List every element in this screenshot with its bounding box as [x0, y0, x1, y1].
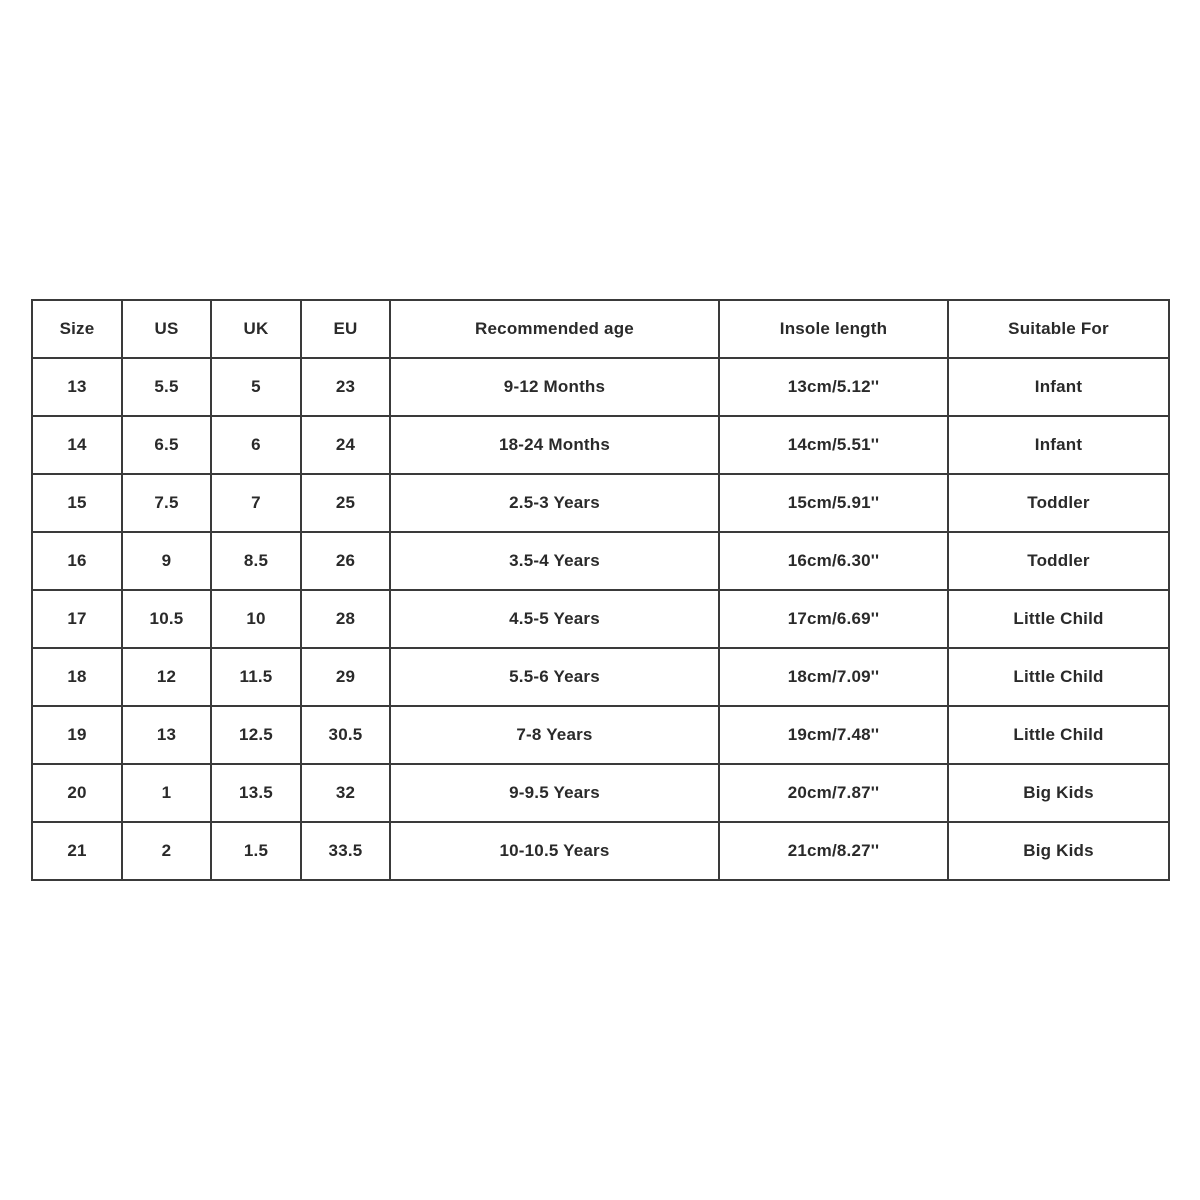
table-header-row: [32, 300, 1169, 358]
cell-size: 15: [32, 474, 122, 532]
table-row: [32, 764, 1169, 822]
cell-recommended-age: 9-12 Months: [390, 358, 719, 416]
cell-uk: 1.5: [211, 822, 301, 880]
cell-us: 12: [122, 648, 211, 706]
size-chart-table: [31, 299, 1170, 881]
cell-recommended-age: 3.5-4 Years: [390, 532, 719, 590]
cell-us: 13: [122, 706, 211, 764]
cell-uk: 5: [211, 358, 301, 416]
cell-suitable-for: Infant: [948, 358, 1169, 416]
cell-size: 13: [32, 358, 122, 416]
cell-eu: 23: [301, 358, 390, 416]
cell-suitable-for: Big Kids: [948, 764, 1169, 822]
cell-suitable-for: Toddler: [948, 532, 1169, 590]
cell-us: 6.5: [122, 416, 211, 474]
cell-insole-length: 14cm/5.51'': [719, 416, 948, 474]
cell-us: 7.5: [122, 474, 211, 532]
header-recommended-age: Recommended age: [390, 300, 719, 358]
cell-us: 9: [122, 532, 211, 590]
cell-insole-length: 15cm/5.91'': [719, 474, 948, 532]
cell-us: 5.5: [122, 358, 211, 416]
cell-suitable-for: Little Child: [948, 706, 1169, 764]
cell-insole-length: 13cm/5.12'': [719, 358, 948, 416]
cell-insole-length: 19cm/7.48'': [719, 706, 948, 764]
cell-uk: 10: [211, 590, 301, 648]
cell-size: 19: [32, 706, 122, 764]
cell-insole-length: 16cm/6.30'': [719, 532, 948, 590]
table-row: [32, 706, 1169, 764]
cell-us: 10.5: [122, 590, 211, 648]
table-row: [32, 416, 1169, 474]
cell-recommended-age: 2.5-3 Years: [390, 474, 719, 532]
cell-size: 20: [32, 764, 122, 822]
header-suitable-for: Suitable For: [948, 300, 1169, 358]
cell-size: 16: [32, 532, 122, 590]
cell-eu: 33.5: [301, 822, 390, 880]
cell-recommended-age: 18-24 Months: [390, 416, 719, 474]
cell-suitable-for: Toddler: [948, 474, 1169, 532]
cell-uk: 13.5: [211, 764, 301, 822]
cell-uk: 7: [211, 474, 301, 532]
cell-eu: 30.5: [301, 706, 390, 764]
header-size: Size: [32, 300, 122, 358]
cell-suitable-for: Little Child: [948, 590, 1169, 648]
cell-eu: 25: [301, 474, 390, 532]
header-eu: EU: [301, 300, 390, 358]
header-insole-length: Insole length: [719, 300, 948, 358]
cell-recommended-age: 4.5-5 Years: [390, 590, 719, 648]
cell-size: 14: [32, 416, 122, 474]
cell-suitable-for: Infant: [948, 416, 1169, 474]
table-row: [32, 590, 1169, 648]
cell-insole-length: 20cm/7.87'': [719, 764, 948, 822]
cell-us: 2: [122, 822, 211, 880]
cell-recommended-age: 9-9.5 Years: [390, 764, 719, 822]
cell-eu: 29: [301, 648, 390, 706]
table-row: [32, 648, 1169, 706]
cell-recommended-age: 10-10.5 Years: [390, 822, 719, 880]
table-body: [32, 358, 1169, 880]
table-row: [32, 822, 1169, 880]
cell-eu: 24: [301, 416, 390, 474]
cell-insole-length: 18cm/7.09'': [719, 648, 948, 706]
cell-eu: 26: [301, 532, 390, 590]
cell-recommended-age: 7-8 Years: [390, 706, 719, 764]
cell-uk: 6: [211, 416, 301, 474]
header-us: US: [122, 300, 211, 358]
cell-size: 18: [32, 648, 122, 706]
cell-insole-length: 21cm/8.27'': [719, 822, 948, 880]
cell-eu: 32: [301, 764, 390, 822]
cell-us: 1: [122, 764, 211, 822]
cell-size: 21: [32, 822, 122, 880]
header-uk: UK: [211, 300, 301, 358]
table-row: [32, 532, 1169, 590]
cell-size: 17: [32, 590, 122, 648]
cell-recommended-age: 5.5-6 Years: [390, 648, 719, 706]
cell-uk: 8.5: [211, 532, 301, 590]
cell-insole-length: 17cm/6.69'': [719, 590, 948, 648]
cell-uk: 11.5: [211, 648, 301, 706]
table-row: [32, 474, 1169, 532]
cell-eu: 28: [301, 590, 390, 648]
table-row: [32, 358, 1169, 416]
cell-uk: 12.5: [211, 706, 301, 764]
cell-suitable-for: Big Kids: [948, 822, 1169, 880]
cell-suitable-for: Little Child: [948, 648, 1169, 706]
